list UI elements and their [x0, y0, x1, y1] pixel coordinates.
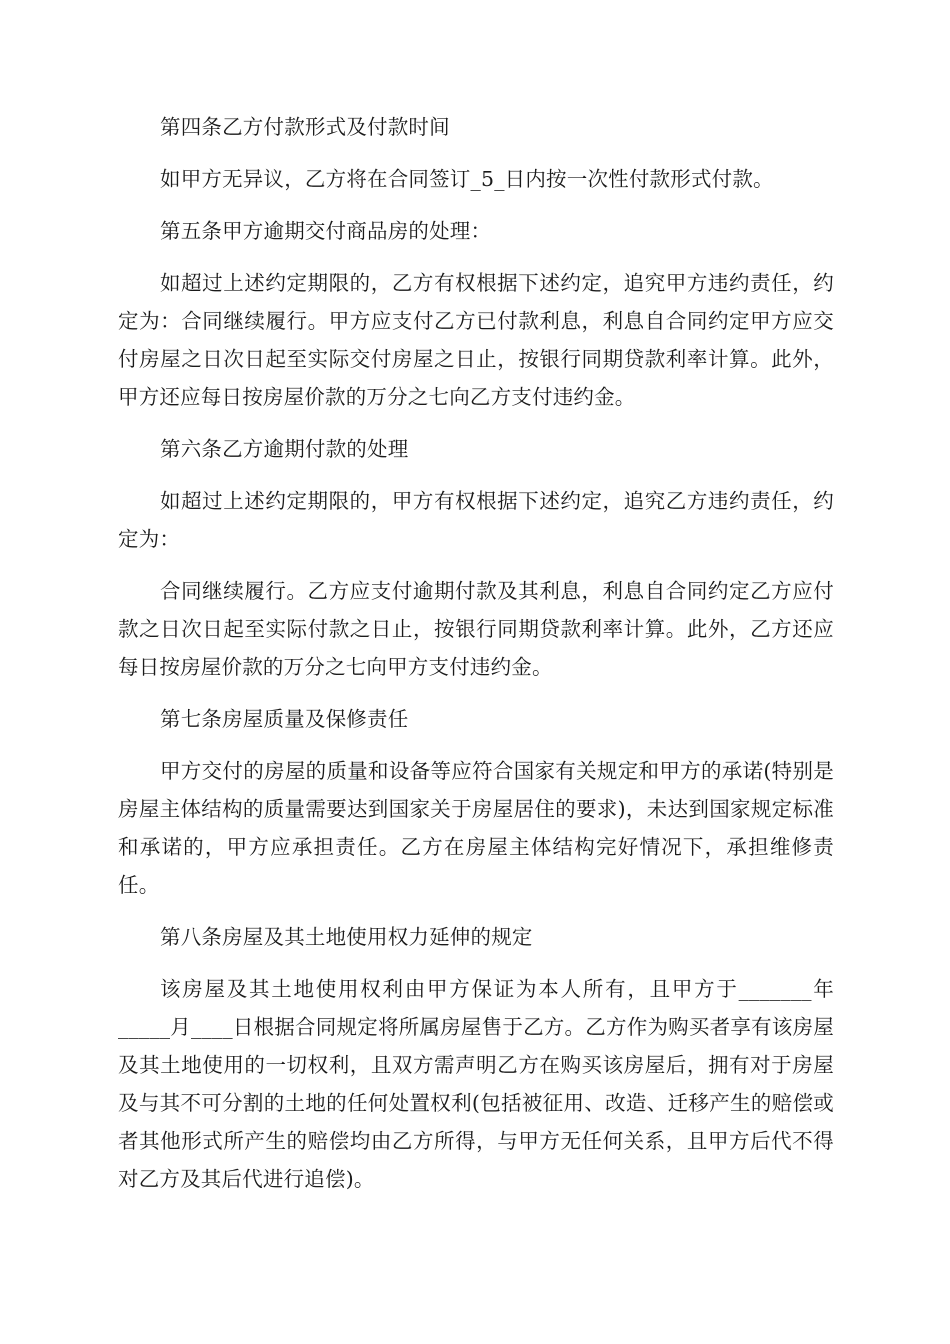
article-6-text-1: 如超过上述约定期限的，甲方有权根据下述约定，追究乙方违约责任，约定为： [118, 489, 834, 551]
article-4-text: 如甲方无异议，乙方将在合同签订_5_日内按一次性付款形式付款。 [160, 167, 774, 191]
document-page [118, 108, 834, 1212]
article-7-text: 甲方交付的房屋的质量和设备等应符合国家有关规定和甲方的承诺(特别是房屋主体结构的质量需要达到国家关于房屋居住的要求)，未达到国家规定标准和承诺的，甲方应承担责任。乙方在房屋主体结构完好情况下，承担维修责任。 [118, 759, 834, 897]
article-8-heading: 第八条房屋及其土地使用权力延伸的规定 [160, 925, 533, 949]
article-7-heading: 第七条房屋质量及保修责任 [160, 707, 409, 731]
article-5-heading: 第五条甲方逾期交付商品房的处理： [160, 219, 492, 243]
article-5-text: 如超过上述约定期限的，乙方有权根据下述约定，追究甲方违约责任，约定为：合同继续履行。甲方应支付乙方已付款利息，利息自合同约定甲方应交付房屋之日次日起至实际交付房屋之日止，按银行同期贷款利率计算。此外，甲方还应每日按房屋价款的万分之七向乙方支付违约金。 [118, 271, 834, 409]
article-6-text-2: 合同继续履行。乙方应支付逾期付款及其利息，利息自合同约定乙方应付款之日次日起至实际付款之日止，按银行同期贷款利率计算。此外，乙方还应每日按房屋价款的万分之七向甲方支付违约金。 [118, 579, 834, 679]
article-4-heading: 第四条乙方付款形式及付款时间 [160, 115, 450, 139]
article-6-heading: 第六条乙方逾期付款的处理 [160, 437, 409, 461]
article-8-text: 该房屋及其土地使用权利由甲方保证为本人所有，且甲方于_______年_____月____日根据合同规定将所属房屋售于乙方。乙方作为购买者享有该房屋及其土地使用的一切权利，且双方需声明乙方在购买该房屋后，拥有对于房屋及与其不可分割的土地的任何处置权利(包括被征用、改造、迁移产生的赔偿或者其他形式所产生的赔偿均由乙方所得，与甲方无任何关系，且甲方后代不得对乙方及其后代进行追偿)。 [118, 977, 834, 1191]
